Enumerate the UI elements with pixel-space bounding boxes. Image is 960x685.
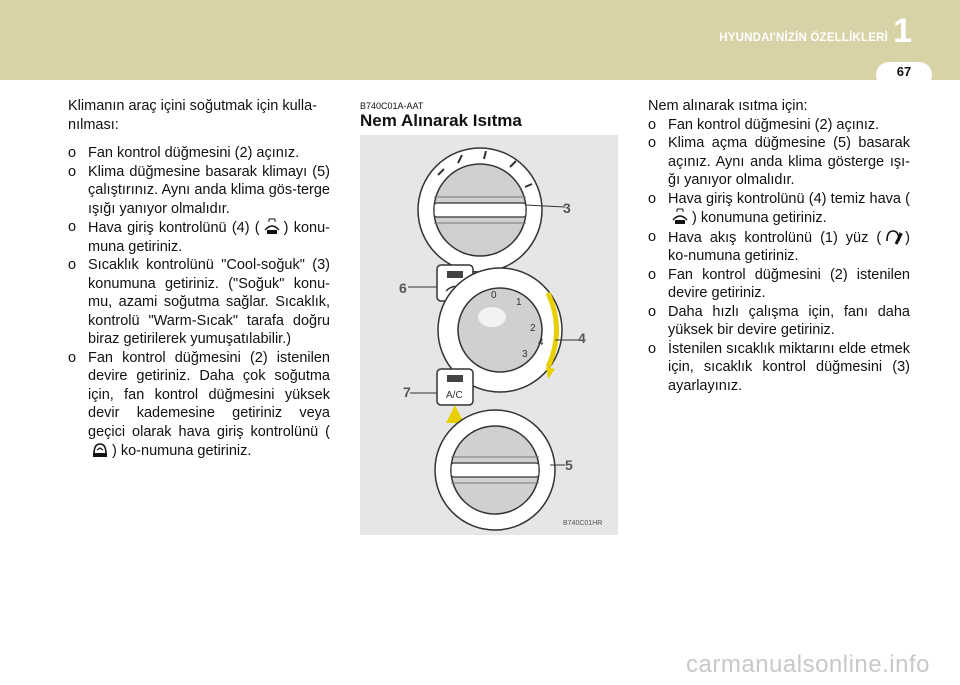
right-steps <box>648 116 910 396</box>
bullet: o <box>68 145 77 161</box>
fresh-air-icon <box>260 218 284 236</box>
list-item <box>648 303 910 340</box>
step-text: Fan kontrol düğmesini (2) açınız. <box>88 145 300 161</box>
bullet: o <box>68 257 77 273</box>
chapter-title: HYUNDAI'NİZİN ÖZELLİKLERİ <box>719 32 888 44</box>
left-steps <box>68 144 330 461</box>
list-item <box>68 218 330 256</box>
step-text-tail: ) konu-muna getiriniz. <box>88 220 330 255</box>
step-text: Hava giriş kontrolünü (4) temiz hava ( <box>668 190 910 207</box>
step-text-tail: ) ko-numuna getiriniz. <box>668 229 910 264</box>
bullet: o <box>648 135 657 151</box>
list-item <box>648 134 910 190</box>
bullet: o <box>648 266 657 283</box>
recirculation-icon <box>88 441 112 459</box>
callout-label: 6 <box>399 280 407 296</box>
list-item <box>68 256 330 349</box>
list-item <box>648 340 910 396</box>
step-text: Fan kontrol düğmesini (2) istenilen devire getiriniz. Daha çok soğutma için, fan kontrol düğmesini yüksek devir kademesine getiriniz veya geçici olarak hava giriş kontrolünü ( <box>88 349 330 440</box>
list-item <box>648 266 910 303</box>
list-item <box>68 163 330 219</box>
bullet: o <box>648 303 657 320</box>
left-intro: Klimanın araç içini soğutmak için kulla-nılması: <box>68 98 318 133</box>
fresh-air-icon <box>668 208 692 226</box>
climate-control-figure <box>360 135 618 535</box>
left-column <box>68 97 330 461</box>
section-code: B740C01A-AAT <box>360 101 424 111</box>
tick-label: 4 <box>538 337 544 348</box>
list-item <box>68 349 330 461</box>
callout-label: 4 <box>578 330 586 346</box>
step-text-tail: ) ko-numuna getiriniz. <box>112 443 252 459</box>
list-item <box>648 116 910 135</box>
tick-label: 3 <box>522 349 528 360</box>
bullet: o <box>648 116 657 133</box>
section-title: Nem Alınarak Isıtma <box>360 111 522 130</box>
step-text: Hava giriş kontrolünü (4) ( <box>88 220 260 236</box>
face-vent-icon <box>881 228 905 246</box>
bullet: o <box>68 163 77 180</box>
tick-label: 2 <box>530 323 536 334</box>
tick-label: 1 <box>516 297 522 308</box>
bullet: o <box>648 228 657 245</box>
step-text: Klima açma düğmesine (5) basarak açınız. Aynı anda klima gösterge ışı-ğı yanıyor olmalıdır. <box>668 135 910 188</box>
ac-label: A/C <box>446 390 463 401</box>
step-text: Daha hızlı çalışma için, fanı daha yüksek bir devire getiriniz. <box>668 303 910 338</box>
chapter-number: 1 <box>893 12 912 50</box>
climate-panel-illustration <box>360 135 618 535</box>
step-text: Klima düğmesine basarak klimayı (5) çalıştırınız. Aynı anda klima gös-terge ışığı yanıyor olmalıdır. <box>88 163 330 217</box>
watermark: carmanualsonline.info <box>686 651 930 678</box>
right-column <box>648 97 910 395</box>
image-code: B740C01HR <box>563 520 603 527</box>
step-text-tail: ) konumuna getiriniz. <box>692 210 827 226</box>
bullet: o <box>68 219 77 235</box>
list-item <box>648 228 910 266</box>
right-intro: Nem alınarak ısıtma için: <box>648 98 808 114</box>
page-number: 67 <box>896 64 912 79</box>
callout-label: 3 <box>563 200 571 216</box>
step-text: Sıcaklık kontrolünü "Cool-soğuk" (3) konumuna getiriniz. ("Soğuk" konu-mu, azami soğutma sağlar. Sıcaklık, kontrolü "Warm-Sıcak" tarafa doğru biraz getirilerek yumuşatılabilir.) <box>88 257 330 347</box>
bullet: o <box>68 349 77 366</box>
step-text: İstenilen sıcaklık miktarını elde etmek için, sıcaklık kontrol düğmesini (3) ayarlayınız. <box>668 340 910 394</box>
bullet: o <box>648 340 657 357</box>
tick-label: 0 <box>491 290 497 301</box>
list-item <box>648 190 910 228</box>
callout-label: 7 <box>403 384 411 400</box>
callout-label: 5 <box>565 457 573 473</box>
step-text: Fan kontrol düğmesini (2) açınız. <box>668 116 880 133</box>
bullet: o <box>648 190 657 207</box>
step-text: Hava akış kontrolünü (1) yüz ( <box>668 229 882 246</box>
step-text: Fan kontrol düğmesini (2) istenilen devire getiriniz. <box>668 266 910 301</box>
list-item <box>68 144 330 163</box>
